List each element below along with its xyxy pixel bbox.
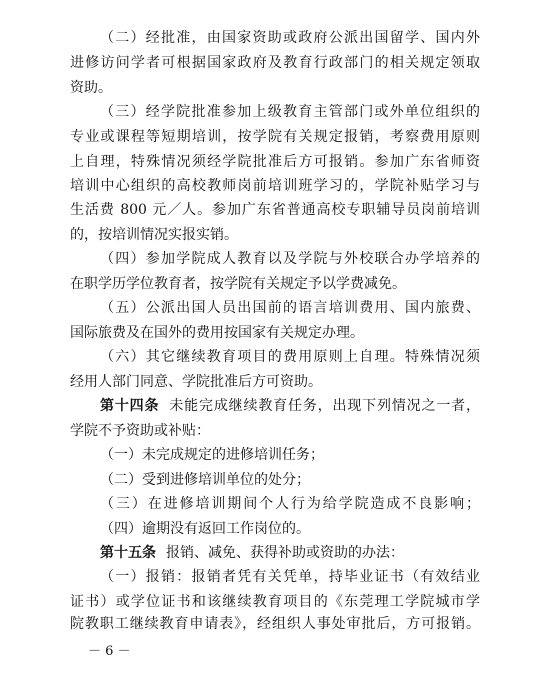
paragraph-line: 院教职工继续教育申请表》，经组织人事处审批后，方可报销。 bbox=[70, 616, 480, 632]
paragraph-line: 资助。 bbox=[70, 80, 112, 96]
article-heading: 第十四条 bbox=[100, 398, 160, 414]
paragraph-line: 进修访问学者可根据国家政府及教育行政部门的相关规定领取 bbox=[70, 55, 480, 71]
paragraph-line: 专业或课程等短期培训，按学院有关规定报销，考察费用原则 bbox=[70, 129, 480, 145]
paragraph-line: （三）经学院批准参加上级教育主管部门或外单位组织的 bbox=[100, 104, 480, 120]
paragraph-line: 证书）或学位证书和该继续教育项目的《东莞理工学院城市学 bbox=[70, 594, 480, 610]
page-number: － 6 － bbox=[88, 644, 131, 659]
paragraph-line: （二）经批准，由国家资助或政府公派出国留学、国内外 bbox=[100, 30, 480, 46]
paragraph-line: （四）参加学院成人教育以及学院与外校联合办学培养的 bbox=[100, 251, 480, 267]
list-item: （四）逾期没有返回工作岗位的。 bbox=[100, 521, 310, 537]
article-15-line bbox=[100, 543, 480, 563]
paragraph-line: 的，按培训情况实报实销。 bbox=[70, 227, 238, 243]
paragraph-line: 国际旅费及在国外的费用按国家有关规定办理。 bbox=[70, 325, 364, 341]
list-item: （三）在进修培训期间个人行为给学院造成不良影响； bbox=[100, 496, 480, 512]
list-item: （二）受到进修培训单位的处分； bbox=[100, 472, 310, 488]
paragraph-line: （一）报销：报销者凭有关凭单，持毕业证书（有效结业 bbox=[100, 569, 480, 585]
paragraph-line: 上自理，特殊情况须经学院批准后方可报销。参加广东省师资 bbox=[70, 154, 480, 170]
paragraph-line: 生活费 800 元／人。参加广东省普通高校专职辅导员岗前培训 bbox=[70, 202, 480, 218]
paragraph-line: （五）公派出国人员出国前的语言培训费用、国内旅费、 bbox=[100, 300, 480, 316]
paragraph-line: 培训中心组织的高校教师岗前培训班学习的，学院补贴学习与 bbox=[70, 178, 480, 194]
paragraph-line: （六）其它继续教育项目的费用原则上自理。特殊情况须 bbox=[100, 349, 480, 365]
article-text: 未能完成继续教育任务，出现下列情况之一者， bbox=[169, 398, 481, 414]
list-item: （一）未完成规定的进修培训任务； bbox=[100, 447, 324, 463]
paragraph-line: 在职学历学位教育者，按学院有关规定予以学费减免。 bbox=[70, 276, 406, 292]
article-text: 报销、减免、获得补助或资助的办法： bbox=[166, 545, 404, 561]
article-14-line bbox=[100, 396, 480, 416]
article-heading: 第十五条 bbox=[100, 545, 156, 561]
paragraph-line: 经用人部门同意、学院批准后方可资助。 bbox=[70, 374, 322, 390]
paragraph-line: 学院不予资助或补贴： bbox=[70, 423, 210, 439]
